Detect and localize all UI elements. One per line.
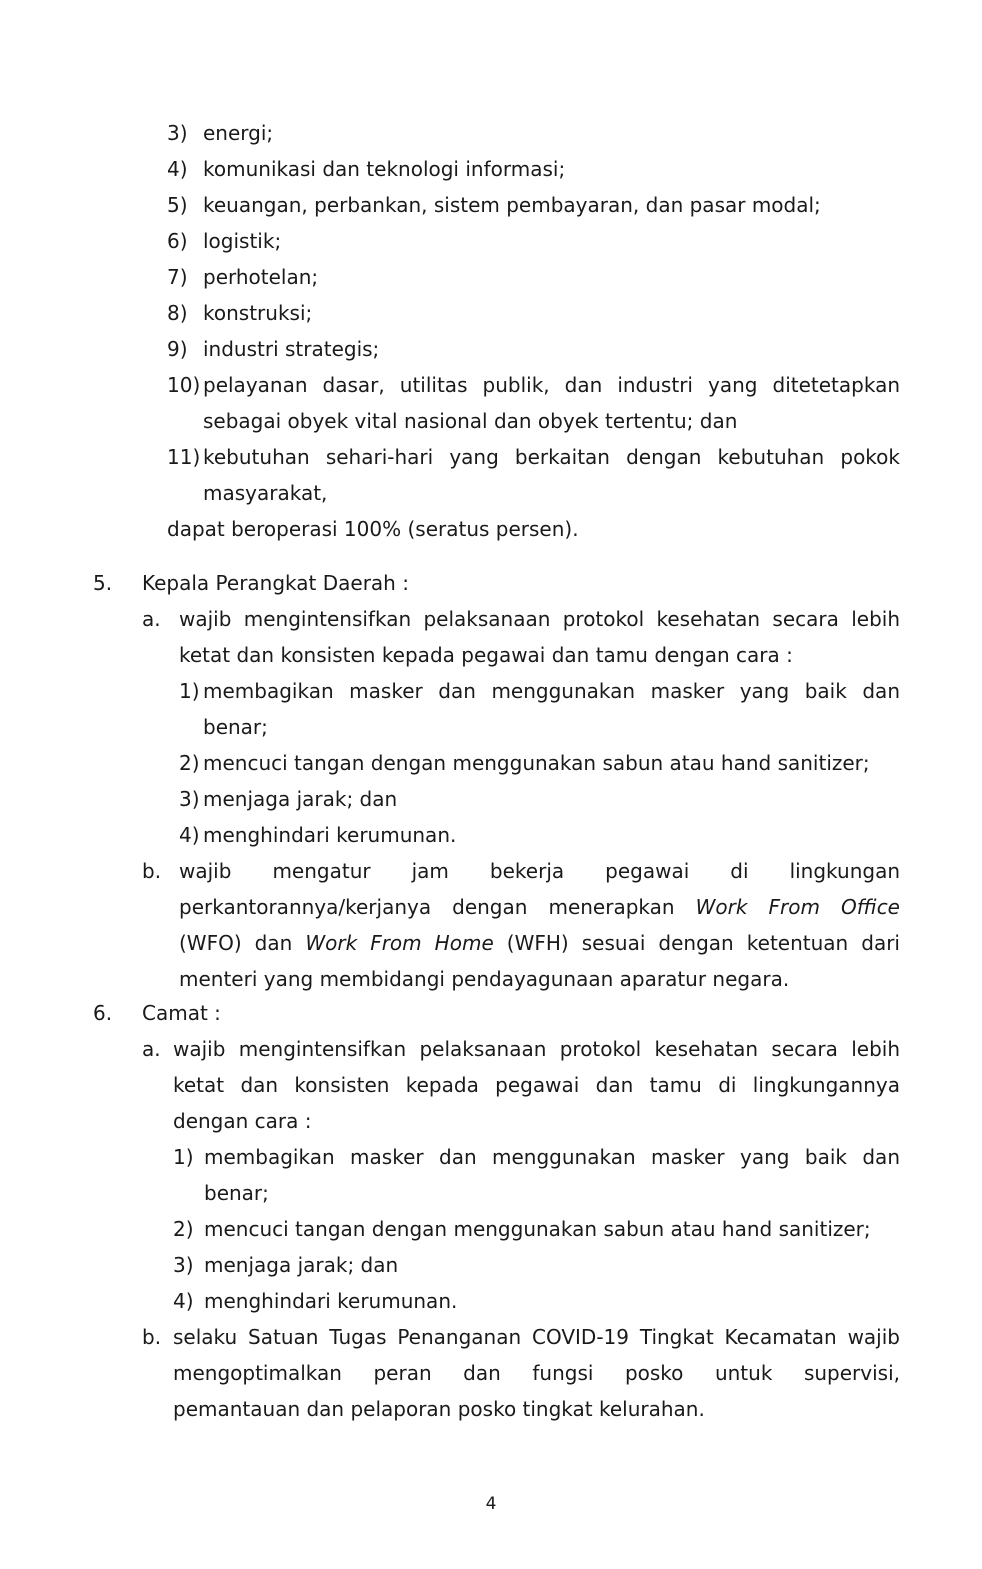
list-item: menjaga jarak; dan (204, 1253, 399, 1277)
list-item: membagikan masker dan menggunakan masker yang baik dan (204, 1145, 900, 1169)
list-number: 11) (167, 445, 201, 469)
subsection-label: b. (142, 859, 162, 883)
text-run: perkantorannya/kerjanya dengan menerapkan (179, 895, 675, 919)
list-number: 5) (167, 193, 188, 217)
text-run: (WFO) dan (179, 931, 293, 955)
list-number: 6) (167, 229, 188, 253)
list-item: mencuci tangan dengan menggunakan sabun atau hand sanitizer; (204, 1217, 871, 1241)
list-number: 4) (167, 157, 188, 181)
subsection-text: wajib mengatur jam bekerja pegawai di lingkungan (179, 859, 900, 883)
list-item: membagikan masker dan menggunakan masker yang baik dan (203, 679, 900, 703)
list-number: 3) (173, 1253, 194, 1277)
subsection-text: menteri yang membidangi pendayagunaan aparatur negara. (179, 967, 790, 991)
page-number: 4 (485, 1494, 497, 1514)
italic-term: Work From Home (305, 931, 494, 955)
list-number: 9) (167, 337, 188, 361)
text-run: (WFH) sesuai dengan ketentuan dari (506, 931, 900, 955)
subsection-label: b. (142, 1325, 162, 1349)
subsection-text: wajib mengintensifkan pelaksanaan protokol kesehatan secara lebih (179, 607, 900, 631)
list-number: 7) (167, 265, 188, 289)
italic-term: Work From Office (695, 895, 900, 919)
list-item: keuangan, perbankan, sistem pembayaran, dan pasar modal; (203, 193, 821, 217)
list-item-continuation: benar; (203, 715, 268, 739)
list-number: 2) (173, 1217, 194, 1241)
subsection-text: wajib mengintensifkan pelaksanaan protokol kesehatan secara lebih (173, 1037, 900, 1061)
list-number: 8) (167, 301, 188, 325)
section-number: 6. (93, 1001, 113, 1025)
list-item: kebutuhan sehari-hari yang berkaitan dengan kebutuhan pokok (203, 445, 900, 469)
list-item: perhotelan; (203, 265, 319, 289)
subsection-text: dengan cara : (173, 1109, 312, 1133)
list-item: pelayanan dasar, utilitas publik, dan industri yang ditetetapkan (203, 373, 900, 397)
subsection-text: ketat dan konsisten kepada pegawai dan tamu di lingkungannya (173, 1073, 900, 1097)
list-number: 1) (179, 679, 200, 703)
section-title: Kepala Perangkat Daerah : (142, 571, 409, 595)
list-item: mencuci tangan dengan menggunakan sabun atau hand sanitizer; (203, 751, 870, 775)
list-item: komunikasi dan teknologi informasi; (203, 157, 566, 181)
subsection-text: pemantauan dan pelaporan posko tingkat kelurahan. (173, 1397, 705, 1421)
list-item: logistik; (203, 229, 282, 253)
list-number: 3) (167, 121, 188, 145)
subsection-text: selaku Satuan Tugas Penanganan COVID-19 Tingkat Kecamatan wajib (173, 1325, 900, 1349)
list-item-continuation: masyarakat, (203, 481, 328, 505)
list-item: energi; (203, 121, 274, 145)
list-number: 10) (167, 373, 201, 397)
list-item: industri strategis; (203, 337, 380, 361)
list-number: 4) (173, 1289, 194, 1313)
list-item: menghindari kerumunan. (204, 1289, 458, 1313)
list-item: menjaga jarak; dan (203, 787, 398, 811)
list-number: 2) (179, 751, 200, 775)
list-item-continuation: benar; (204, 1181, 269, 1205)
list-item: konstruksi; (203, 301, 313, 325)
section-number: 5. (93, 571, 113, 595)
list-number: 3) (179, 787, 200, 811)
closing-line: dapat beroperasi 100% (seratus persen). (167, 517, 579, 541)
subsection-text (179, 889, 900, 925)
list-number: 1) (173, 1145, 194, 1169)
subsection-label: a. (142, 1037, 161, 1061)
list-item-continuation: sebagai obyek vital nasional dan obyek tertentu; dan (203, 409, 738, 433)
subsection-text: mengoptimalkan peran dan fungsi posko untuk supervisi, (173, 1361, 900, 1385)
list-number: 4) (179, 823, 200, 847)
subsection-text: ketat dan konsisten kepada pegawai dan tamu dengan cara : (179, 643, 793, 667)
section-title: Camat : (142, 1001, 221, 1025)
subsection-text (179, 925, 900, 961)
subsection-label: a. (142, 607, 161, 631)
list-item: menghindari kerumunan. (203, 823, 457, 847)
